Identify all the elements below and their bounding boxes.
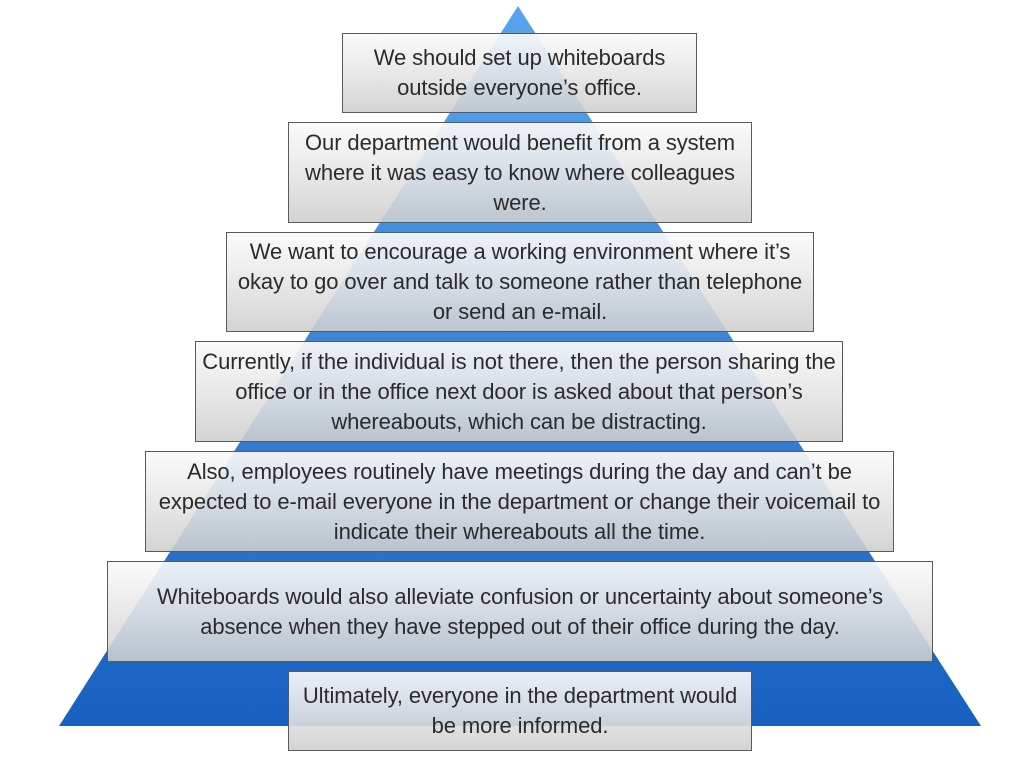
pyramid-level-6-text: Whiteboards would also alleviate confusion or uncertainty about someone’s absence when they have stepped out of their office during the day. — [156, 583, 884, 639]
pyramid-level-7 — [288, 671, 752, 751]
pyramid-level-4-text: Currently, if the individual is not there, then the person sharing the office or in the office next door is asked about that person’s whereabouts, which can be distracting. — [202, 348, 836, 434]
pyramid-level-1-text: We should set up whiteboards outside everyone’s office. — [373, 45, 666, 100]
pyramid-level-5 — [145, 451, 894, 552]
pyramid-level-1 — [342, 33, 697, 113]
pyramid-level-4 — [195, 341, 843, 442]
pyramid-level-3 — [226, 232, 814, 332]
pyramid-level-6 — [107, 561, 933, 662]
pyramid-level-7-text: Ultimately, everyone in the department would be more informed. — [302, 683, 738, 738]
pyramid-level-2-text: Our department would benefit from a system where it was easy to know where colleagues were. — [305, 129, 735, 215]
pyramid-level-5-text: Also, employees routinely have meetings during the day and can’t be expected to e-mail everyone in the department or change their voicemail to indicate their whereabouts all the time. — [158, 458, 881, 544]
pyramid-level-3-text: We want to encourage a working environment where it’s okay to go over and talk to someone rather than telephone or send an e-mail. — [237, 239, 803, 324]
pyramid-level-2 — [288, 122, 752, 223]
